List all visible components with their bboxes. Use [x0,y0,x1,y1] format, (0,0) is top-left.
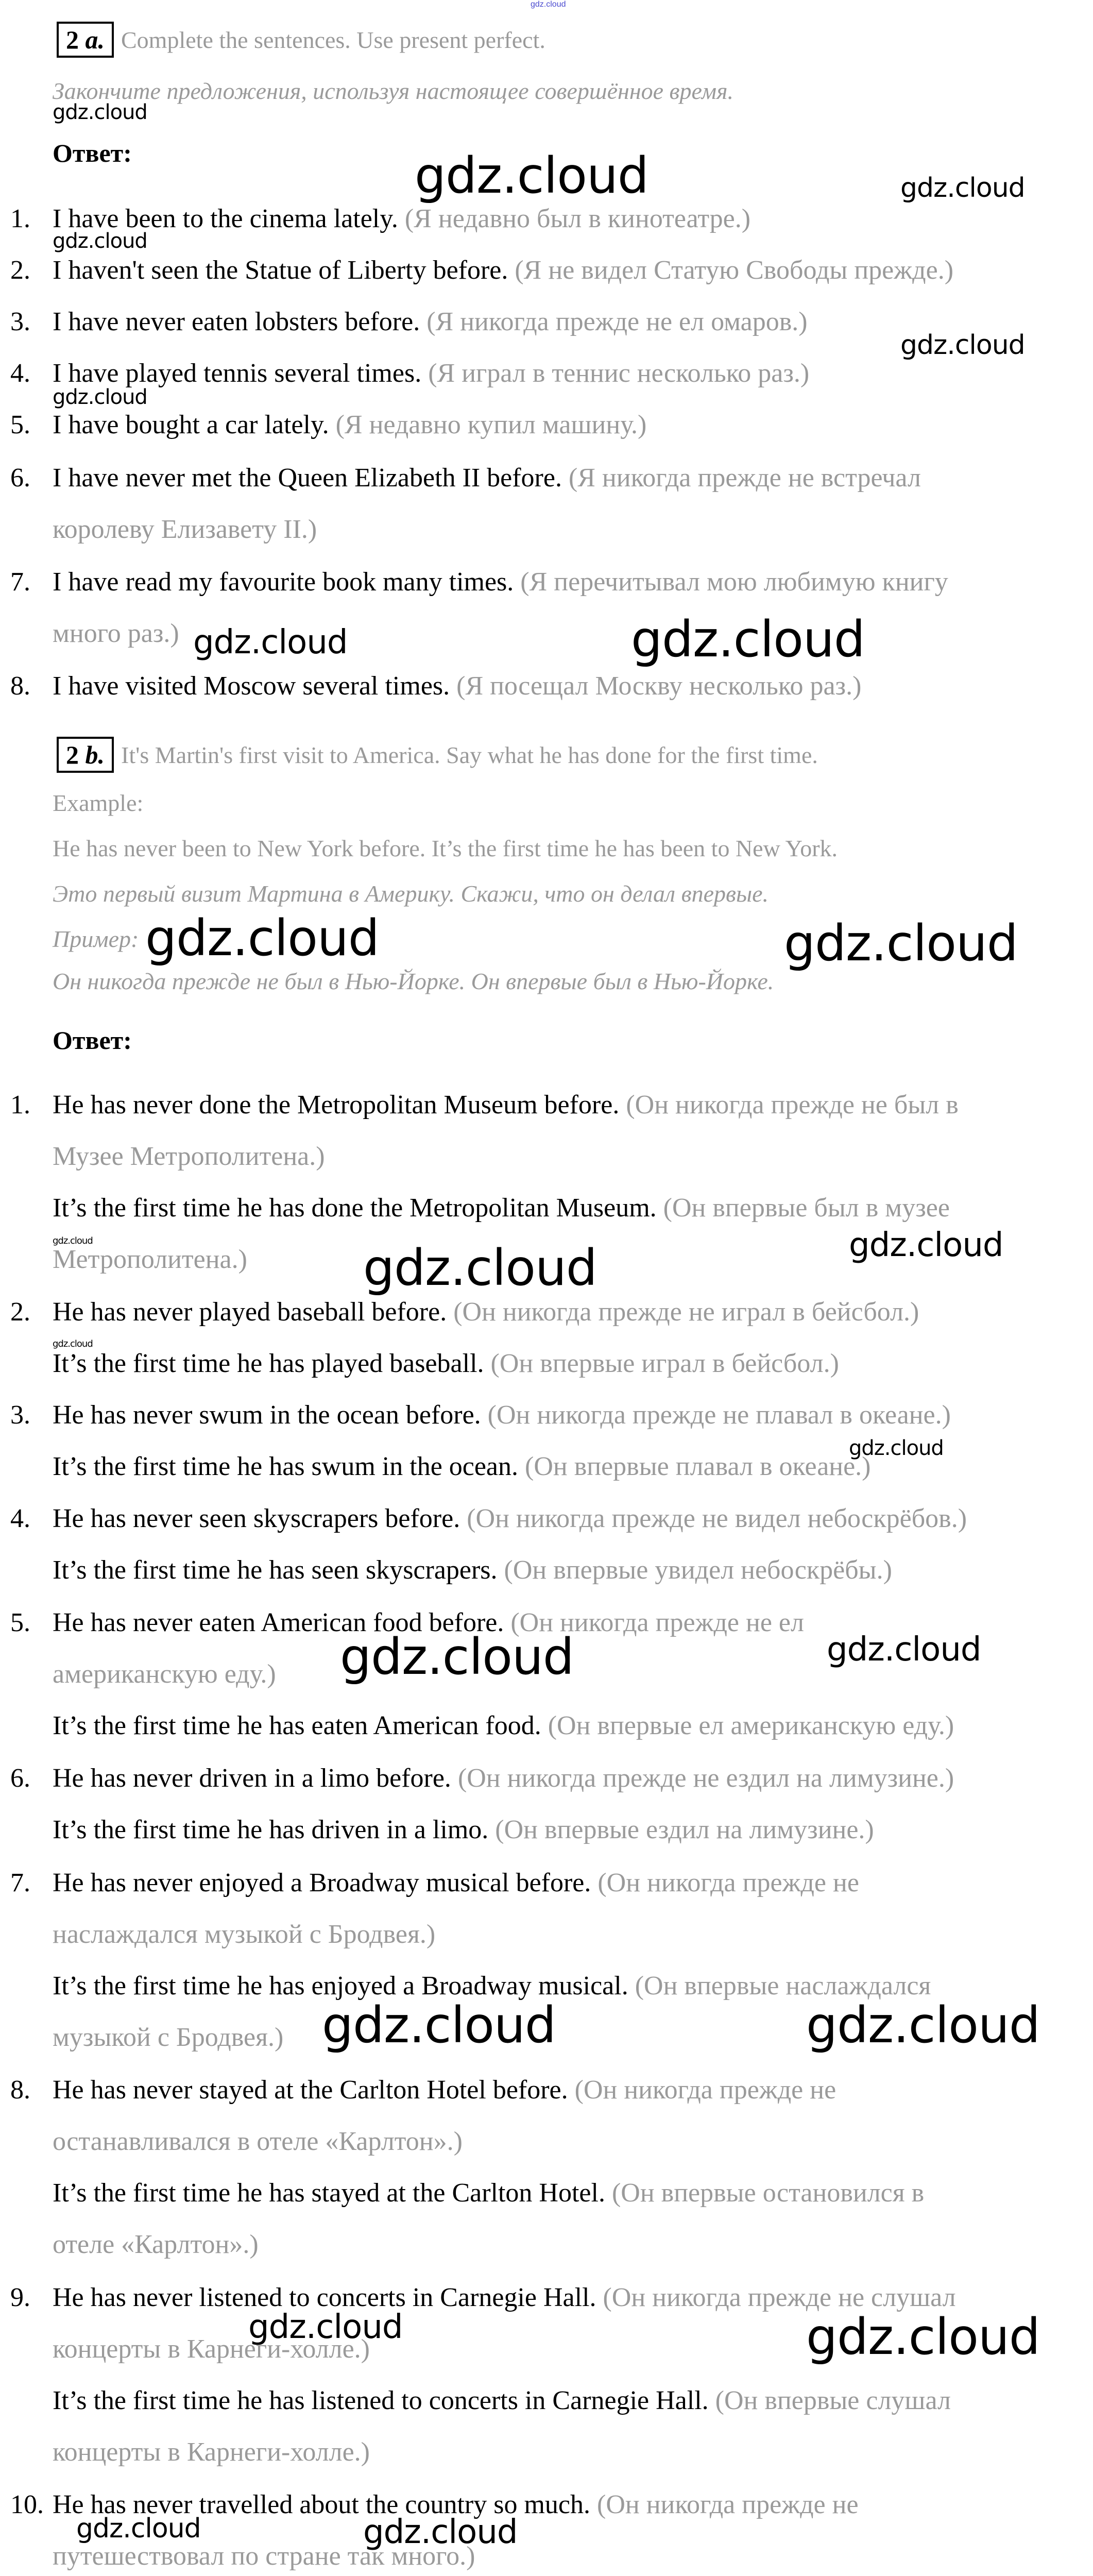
sentence-en: I have played tennis several times. [53,359,422,388]
item-number: 2. [10,1297,30,1327]
item-text [53,1753,954,1804]
sentence-en: It’s the first time he has enjoyed a Broadway musical. [53,1971,628,2001]
translation-ru: (Он впервые остановился в [611,2178,925,2208]
translation-ru: (Он никогда прежде не слушал [603,2283,956,2312]
translation-ru: (Я не видел Статую Свободы прежде.) [515,256,954,285]
item-text [53,452,921,504]
item-text [53,1338,839,1389]
item-text [53,1804,874,1856]
sentence-en: It’s the first time he has listened to concerts in Carnegie Hall. [53,2386,709,2415]
item-number: 4. [10,1504,30,1533]
item-number: 5. [10,410,30,439]
item-text [53,1389,951,1441]
item-text [53,2167,924,2219]
sentence-en: He has never driven in a limo before. [53,1764,451,1793]
translation-ru: (Я посещал Москву несколько раз.) [456,671,862,701]
sentence-en: He has never listened to concerts in Carnegie Hall. [53,2283,596,2312]
translation-ru-cont: Музее Метрополитена.) [53,1142,325,1171]
translation-ru-cont: останавливался в отеле «Карлтон».) [53,2127,463,2156]
watermark: gdz.cloud [849,1436,944,1460]
task-a-answer-label: Ответ: [53,139,132,167]
translation-ru: (Я недавно был в кинотеатре.) [404,204,751,233]
sentence-en: I have been to the cinema lately. [53,204,398,233]
watermark: gdz.cloud [784,914,1018,972]
item-text [53,1700,954,1752]
translation-ru-cont: Метрополитена.) [53,1245,247,1274]
item-text [53,2375,951,2427]
watermark: gdz.cloud [900,330,1025,361]
sentence-en: I haven't seen the Statue of Liberty before. [53,256,508,285]
translation-ru: (Он никогда прежде не [597,1868,859,1897]
item-text [53,1857,859,1909]
sentence-en: He has never done the Metropolitan Museum before. [53,1090,620,1120]
watermark: gdz.cloud [53,229,147,253]
sentence-en: He has never enjoyed a Broadway musical before. [53,1868,591,1897]
translation-ru-cont: королеву Елизавету II.) [53,515,317,544]
translation-ru-cont: концерты в Карнеги-холле.) [53,2334,370,2364]
translation-ru-cont: путешествовал по стране так много.) [53,2541,475,2571]
item-number: 6. [10,1764,30,1793]
translation-ru: (Он никогда прежде не играл в бейсбол.) [453,1297,919,1327]
translation-ru-cont: отеле «Карлтон».) [53,2230,259,2259]
item-number: 8. [10,2075,30,2105]
item-number: 6. [10,463,30,493]
translation-ru: (Я недавно купил машину.) [335,410,647,439]
watermark: gdz.cloud [806,1996,1040,2054]
sentence-en: He has never seen skyscrapers before. [53,1504,460,1533]
task-a-instruction-en: Complete the sentences. Use present perfect. [121,26,545,53]
item-number: 3. [10,1400,30,1430]
watermark: gdz.cloud [193,623,348,662]
item-number: 9. [10,2283,30,2312]
translation-ru: (Он впервые увидел небоскрёбы.) [504,1555,892,1585]
translation-ru: (Он впервые слушал [715,2386,951,2415]
sentence-en: He has never eaten American food before. [53,1608,504,1637]
translation-ru-cont: музыкой с Бродвея.) [53,2023,284,2052]
watermark: gdz.cloud [322,1996,556,2054]
translation-ru: (Он никогда прежде не ездил на лимузине.) [457,1764,954,1793]
watermark: gdz.cloud [53,1338,93,1349]
sentence-en: I have never eaten lobsters before. [53,307,420,336]
item-number: 10. [10,2490,44,2519]
translation-ru: (Он впервые плавал в океане.) [525,1452,871,1481]
sentence-en: It’s the first time he has done the Metropolitan Museum. [53,1193,657,1223]
task-a-instruction-ru: Закончите предложения, используя настоящее совершённое время. [53,78,734,104]
watermark: gdz.cloud [76,2513,201,2544]
translation-ru-cont: много раз.) [53,619,179,648]
translation-ru: (Я играл в теннис несколько раз.) [428,359,810,388]
translation-ru: (Я никогда прежде не встречал [568,463,921,493]
task-a-number: 2 [66,25,79,54]
translation-ru: (Он никогда прежде не [597,2490,859,2519]
watermark: gdz.cloud [53,100,147,124]
item-number: 4. [10,359,30,388]
item-number: 5. [10,1608,30,1637]
watermark: gdz.cloud [806,2308,1040,2366]
translation-ru: (Я никогда прежде не ел омаров.) [426,307,808,336]
item-number: 3. [10,307,30,336]
translation-ru: (Я перечитывал мою любимую книгу [520,567,948,597]
item-text [53,245,953,296]
sentence-en: He has never travelled about the country so much. [53,2490,590,2519]
sentence-en: He has never swum in the ocean before. [53,1400,481,1430]
sentence-en: I have visited Moscow several times. [53,671,450,701]
item-text [53,348,809,399]
watermark: gdz.cloud [415,147,648,205]
watermark: gdz.cloud [248,2308,403,2346]
task-b-example-ru: Он никогда прежде не был в Нью-Йорке. Он впервые был в Нью-Йорке. [53,968,774,994]
watermark: gdz.cloud [900,173,1025,204]
translation-ru: (Он никогда прежде не ел [510,1608,804,1637]
watermark: gdz.cloud [849,1226,1003,1264]
item-number: 1. [10,1090,30,1120]
item-text [53,1441,871,1493]
task-a-number-box [57,22,114,58]
item-number: 2. [10,256,30,285]
sentence-en: It’s the first time he has played baseball. [53,1349,484,1378]
sentence-en: It’s the first time he has eaten American food. [53,1711,541,1740]
task-b-instruction-ru: Это первый визит Мартина в Америку. Скажи, что он делал впервые. [53,880,769,907]
watermark: gdz.cloud [53,385,147,409]
watermark: gdz.cloud [631,611,865,668]
translation-ru: (Он впервые ездил на лимузине.) [495,1815,874,1844]
sentence-en: I have bought a car lately. [53,410,329,439]
translation-ru: (Он никогда прежде не был в [626,1090,959,1120]
item-text [53,556,948,608]
task-a-header [57,22,545,58]
translation-ru: (Он впервые играл в бейсбол.) [490,1349,839,1378]
task-b-number: 2 [66,740,79,769]
item-text [53,1493,967,1545]
item-number: 8. [10,671,30,701]
task-b-header [57,737,818,773]
item-text [53,660,861,712]
sentence-en: He has never played baseball before. [53,1297,447,1327]
task-a-letter: a. [85,25,105,54]
translation-ru: (Он впервые был в музее [663,1193,950,1223]
item-text [53,2064,836,2116]
translation-ru: (Он впервые наслаждался [635,1971,931,2001]
task-b-example-label-ru: Пример: [53,926,139,952]
task-b-instruction-en: It's Martin's first visit to America. Say what he has done for the first time. [121,741,818,768]
watermark: gdz.cloud [827,1631,981,1669]
translation-ru-cont: концерты в Карнеги-холле.) [53,2437,370,2467]
task-b-number-box [57,737,114,773]
task-b-example-en: He has never been to New York before. It’s the first time he has been to New York. [53,835,838,861]
translation-ru-cont: американскую еду.) [53,1659,276,1689]
item-text [53,1079,959,1131]
item-number: 7. [10,1868,30,1897]
translation-ru: (Он никогда прежде не [574,2075,836,2105]
watermark: gdz.cloud [340,1628,574,1686]
task-b-example-label: Example: [53,790,144,816]
item-text [53,296,808,348]
sentence-en: I have never met the Queen Elizabeth II before. [53,463,562,493]
sentence-en: I have read my favourite book many times. [53,567,514,597]
translation-ru-cont: наслаждался музыкой с Бродвея.) [53,1920,436,1949]
watermark: gdz.cloud [363,2513,518,2551]
sentence-en: It’s the first time he has stayed at the Carlton Hotel. [53,2178,605,2208]
translation-ru: (Он никогда прежде не плавал в океане.) [487,1400,951,1430]
item-text [53,1182,950,1234]
item-number: 7. [10,567,30,597]
sentence-en: It’s the first time he has driven in a limo. [53,1815,489,1844]
top-watermark: gdz.cloud [531,0,566,9]
task-b-answer-label: Ответ: [53,1026,132,1055]
sentence-en: It’s the first time he has swum in the ocean. [53,1452,519,1481]
translation-ru: (Он никогда прежде не видел небоскрёбов.) [467,1504,967,1533]
item-text [53,1545,892,1596]
watermark: gdz.cloud [363,1239,597,1297]
translation-ru: (Он впервые ел американскую еду.) [548,1711,954,1740]
watermark: gdz.cloud [53,1235,93,1246]
watermark: gdz.cloud [145,909,379,967]
sentence-en: He has never stayed at the Carlton Hotel before. [53,2075,568,2105]
task-b-letter: b. [85,740,105,769]
sentence-en: It’s the first time he has seen skyscrapers. [53,1555,498,1585]
item-number: 1. [10,204,30,233]
